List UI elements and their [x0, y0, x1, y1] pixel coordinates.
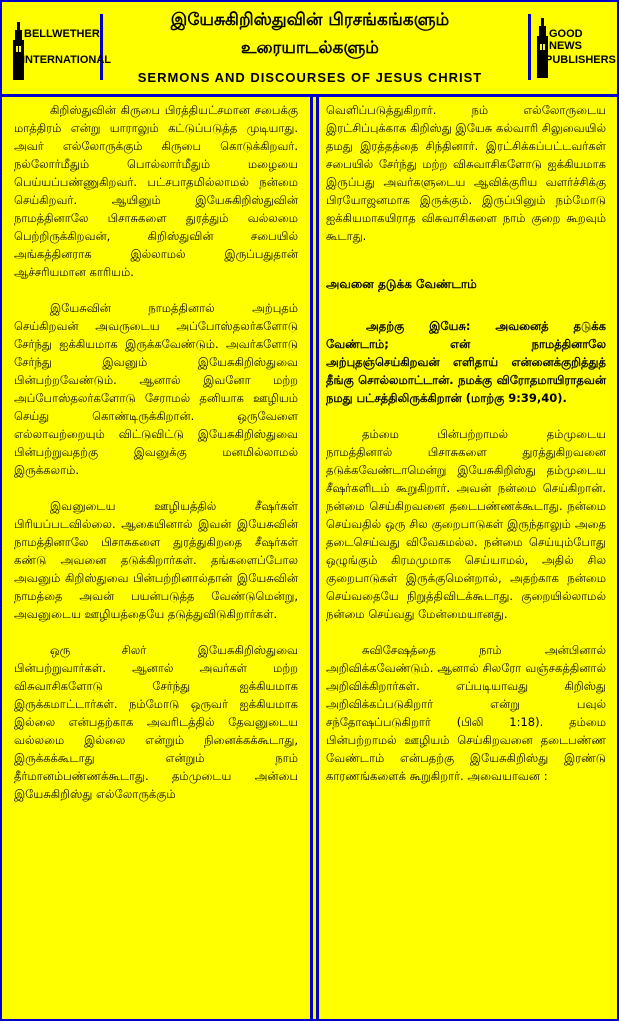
title-tamil-line2: உரையாடல்களும்	[241, 38, 379, 58]
paragraph: வெளிப்படுத்துகிறார். நம் எல்லோருடைய இரட்சிப்புக்காக கிறிஸ்து இயேசு கல்வாரி சிலுவையில் தமது இரத்தத்தை சிந்தினார். இரட்சிக்கப்பட்டவர்கள் சபையில் சேர்ந்து மற்ற விசுவாசிகளோடு ஐக்கியமாக இருப்பது அவர்களுடைய ஆவிக்குரிய வளர்ச்சிக்கு பிரயோஜனமாக இருக்கும். இருப்பினும் நம்மோடு ஐக்கியமாகயிராத விசுவாசிகளை நாம் குறை கூறவும் கூடாது.	[326, 103, 606, 243]
paragraph: தம்மை பின்பற்றாமல் தம்முடைய நாமத்தினால் பிசாசுகளை துரத்துகிறவனை தடுக்கவேண்டாமென்று இயேசுகிறிஸ்து தம்முடைய சீஷர்களிடம் கூறுகிறார். அவன் நன்மை செய்கிறான். நன்மை செய்கிறவனை தடைபண்ணக்கூடாது. நன்மை செய்வதில் ஒரு சில குறைபாடுகள் இருந்தாலும் அதை தடைசெய்வது விவேகமல்ல. நன்மை செய்யும்போது ஒழுங்கும் கிரமமுமாக செய்யாமல், அதில் சில குறைபாடுகள் இருக்குமென்றால், அதற்காக நன்மை செய்வதையே நிறுத்திவிடக்கூடாது. குறையில்லாமல் நன்மை செய்வது மேன்மையானது.	[326, 427, 606, 621]
right-logo-line1: GOOD NEWS	[549, 28, 583, 52]
left-logo-line1: BELLWETHER	[24, 28, 100, 40]
paragraph: இயேசுவின் நாமத்தினால் அற்புதம் செய்கிறவன் அவருடைய அப்போஸ்தலர்களோடு சேர்ந்து ஐக்கியமாக இருக்கவேண்டும். அவர்களோடு சேர்ந்து இவனும் இயேசுகிறிஸ்துவை பின்பற்றவேண்டும். ஆனால் இவனோ மற்ற அப்போஸ்தலர்களோடு சேராமல் தனியாக ஊழியம் செய்து கொண்டிருக்கிறான். ஒருவேளை எல்லாவற்றையும் விட்டுவிட்டு இயேசுகிறிஸ்துவை பின்பற்றுவதற்கு இவனுக்கு மனமில்லாமல் இருக்கலாம்.	[14, 301, 298, 477]
section-heading: அவனை தடுக்க வேண்டாம்	[326, 277, 477, 291]
header	[2, 2, 617, 97]
paragraph: இவனுடைய ஊழியத்தில் சீஷர்கள் பிரியப்படவில்லை. ஆகையினால் இவன் இயேசுவின் நாமத்தினாலே பிசாசுகளை துரத்துகிறதை சீஷர்கள் கண்டு அவனை தடுக்கிறார்கள். தங்களைப்போல அவனும் கிறிஸ்துவை பின்பற்றினால்தான் இயேசுவின் நாமத்தை அவன் பயன்படுத்த வேண்டுமென்று, அவனுடைய ஊழியத்தையே தடுத்துவிடுகிறார்கள்.	[14, 499, 298, 621]
paragraph: சுவிசேஷத்தை நாம் அன்பினால் அறிவிக்கவேண்டும். ஆனால் சிலரோ வஞ்சகத்தினால் அறிவிக்கிறார்கள். எப்படியாவது கிறிஸ்து அறிவிக்கப்படுகிறார் என்று பவுல் சந்தோஷப்படுகிறார் (பிலி 1:18). தம்மை பின்பற்றாமல் ஊழியம் செய்கிறவனை தடைபண்ண வேண்டாம் என்பதற்கு இயேசுகிறிஸ்து இரண்டு காரணங்களைக் கூறுகிறார். அவையாவன :	[326, 643, 606, 783]
column-divider	[316, 94, 319, 1019]
paragraph: கிறிஸ்துவின் கிருபை பிரத்தியட்சமான சபைக்கு மாத்திரம் என்று யாராலும் கட்டுப்படுத்த முடியாது. அவர் எல்லோருக்கும் கிருபை கொடுக்கிறவர். நல்லோர்மீதும் பொல்லார்மீதும் மழையை பெய்யப்பண்ணுகிறவர். பட்சபாதமில்லாமல் நன்மை செய்கிறவர். ஆயினும் இயேசுகிறிஸ்துவின் நாமத்தினாலே பிசாசுகளை துரத்தும் வல்லமை பெற்றிருக்கிறவன், கிறிஸ்துவின் சபையில் அங்கத்தினராக இல்லாமல் இருப்பதுதான் ஆச்சரியமான காரியம்.	[14, 103, 298, 279]
left-logo-line2: INTERNATIONAL	[22, 54, 112, 66]
right-column	[320, 97, 612, 1019]
left-column	[8, 97, 313, 1019]
good-news-logo	[528, 14, 616, 80]
bellwether-logo	[8, 14, 112, 80]
scripture-quote: அதற்கு இயேசு: அவனைத் தடுக்க வேண்டாம்; என் நாமத்தினாலே அற்புதஞ்செய்கிறவன் எளிதாய் என்னைக்குறித்துத் தீங்கு சொல்லமாட்டான். நமக்கு விரோதமாயிராதவன் நமது பட்சத்திலிருக்கிறான் (மாற்கு 9:39,40).	[326, 319, 606, 405]
tower-icon	[537, 18, 549, 78]
paragraph: ஒரு சிலர் இயேசுகிறிஸ்துவை பின்பற்றுவார்கள். ஆனால் அவர்கள் மற்ற விசுவாசிகளோடு சேர்ந்து ஐக்கியமாக இருக்கமாட்டார்கள். நம்மோடு ஒருவர் ஐக்கியமாக இல்லை என்பதற்காக அவரிடத்தில் தேவனுடைய வல்லமை இல்லை என்றும் நினைக்கக்கூடாது, இருக்கக்கூடாது என்றும் நாம் தீர்மானம்பண்ணக்கூடாது. தம்முடைய அன்பை இயேசுகிறிஸ்து எல்லோருக்கும்	[14, 643, 298, 801]
right-logo-line2: PUBLISHERS	[545, 54, 616, 66]
title-tamil-line1: இயேசுகிறிஸ்துவின் பிரசங்கங்களும்	[170, 10, 450, 30]
title-english: SERMONS AND DISCOURSES OF JESUS CHRIST	[137, 70, 483, 85]
